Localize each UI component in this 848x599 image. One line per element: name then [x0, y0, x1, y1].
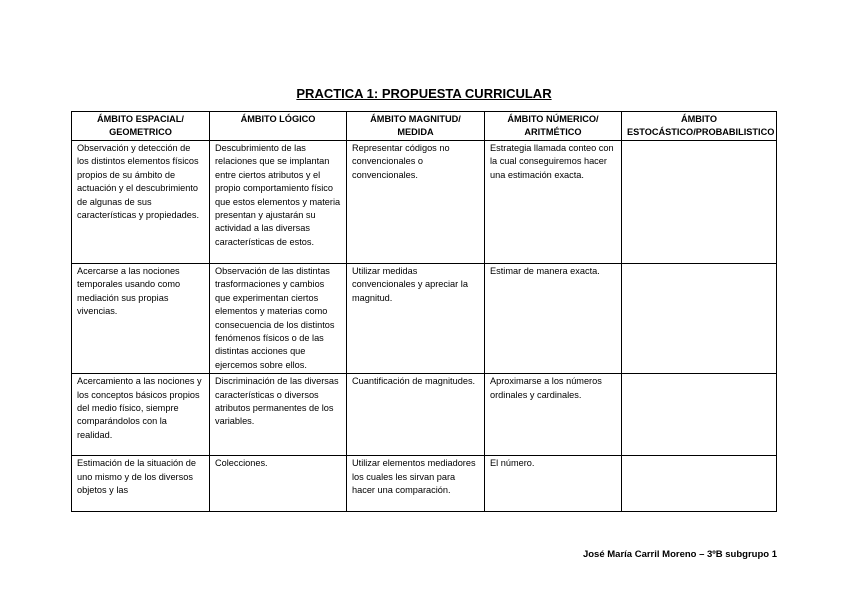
table-cell: Descubrimiento de las relaciones que se implantan entre ciertos atributos y el propio comportamiento físico que estos elementos y materia presentan y ajustarán su actividad a las diversas características de estos.	[210, 141, 347, 264]
page-title: PRACTICA 1: PROPUESTA CURRICULAR	[296, 86, 552, 101]
table-cell	[622, 141, 777, 264]
table-cell: Aproximarse a los números ordinales y cardinales.	[485, 374, 622, 456]
table-cell: Discriminación de las diversas características o diversos atributos permanentes de los variables.	[210, 374, 347, 456]
curriculum-table	[71, 111, 777, 512]
table-row	[72, 141, 777, 264]
column-header-logico: ÁMBITO LÓGICO	[210, 112, 347, 141]
column-header-numerico: ÁMBITO NÚMERICO/ ARITMÉTICO	[485, 112, 622, 141]
page-footer: José María Carril Moreno – 3ºB subgrupo 1	[582, 549, 777, 560]
table-cell: Utilizar elementos mediadores los cuales les sirvan para hacer una comparación.	[347, 456, 485, 512]
table-cell: Acercarse a las nociones temporales usando como mediación sus propias vivencias.	[72, 264, 210, 374]
table-cell: Estimación de la situación de uno mismo y de los diversos objetos y las	[72, 456, 210, 512]
table-cell: Estimar de manera exacta.	[485, 264, 622, 374]
table-header-row	[72, 112, 777, 141]
table-cell: Utilizar medidas convencionales y apreciar la magnitud.	[347, 264, 485, 374]
table-cell	[622, 374, 777, 456]
table-cell: Acercamiento a las nociones y los conceptos básicos propios del medio físico, siempre comparándolos con la realidad.	[72, 374, 210, 456]
column-header-magnitud: ÁMBITO MAGNITUD/ MEDIDA	[347, 112, 485, 141]
table-row	[72, 456, 777, 512]
table-cell: Observación y detección de los distintos elementos físicos propios de su ámbito de actuación y el descubrimiento de algunas de sus características y propiedades.	[72, 141, 210, 264]
table-cell: Cuantificación de magnitudes.	[347, 374, 485, 456]
table-cell: El número.	[485, 456, 622, 512]
table-cell: Representar códigos no convencionales o convencionales.	[347, 141, 485, 264]
table-cell	[622, 456, 777, 512]
table-cell: Observación de las distintas trasformaciones y cambios que experimentan ciertos elementos y materias como consecuencia de los distintos fenómenos físicos o de las distintas acciones que ejercemos sobre ellos.	[210, 264, 347, 374]
table-row	[72, 374, 777, 456]
table-cell: Colecciones.	[210, 456, 347, 512]
table-row	[72, 264, 777, 374]
table-cell	[622, 264, 777, 374]
column-header-espacial: ÁMBITO ESPACIAL/ GEOMETRICO	[72, 112, 210, 141]
table-cell: Estrategia llamada conteo con la cual conseguiremos hacer una estimación exacta.	[485, 141, 622, 264]
column-header-estocastico: ÁMBITO ESTOCÁSTICO/PROBABILISTICO	[622, 112, 777, 141]
